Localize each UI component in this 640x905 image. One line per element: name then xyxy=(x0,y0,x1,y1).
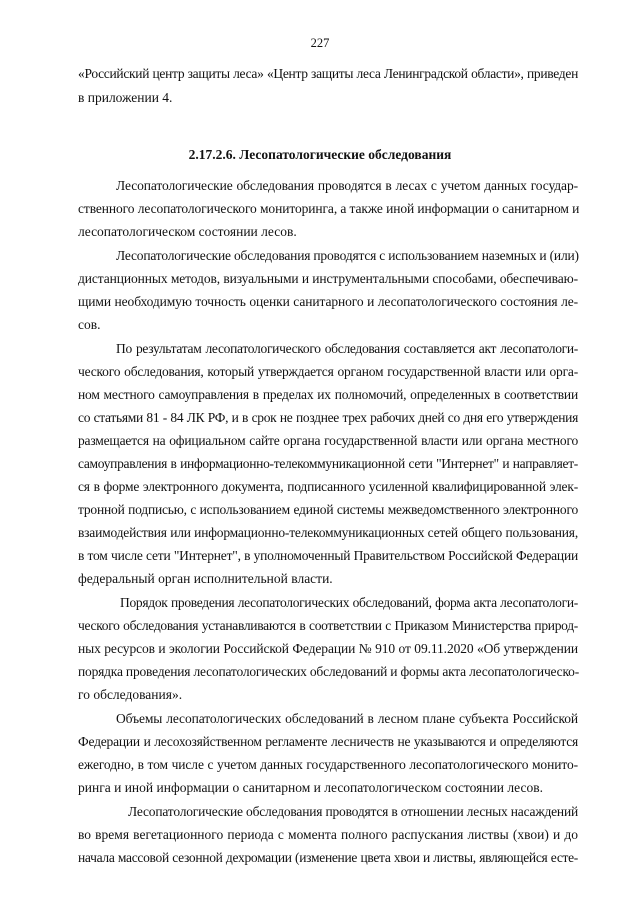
paragraph-1-line-3: лесопатологическом состоянии лесов. xyxy=(78,224,297,239)
paragraph-3-line-11: федеральный орган исполнительной власти. xyxy=(78,571,333,586)
intro-line-1: «Российский центр защиты леса» «Центр защиты леса Ленинградской области», приведен xyxy=(78,66,578,81)
intro-line-2: в приложении 4. xyxy=(78,90,173,105)
paragraph-4-line-1: Порядок проведения лесопатологических обследований, форма акта лесопатологи- xyxy=(120,595,578,610)
section-heading: 2.17.2.6. Лесопатологические обследования xyxy=(188,147,452,162)
paragraph-4-line-5: го обследования». xyxy=(78,687,183,702)
paragraph-4-line-4: порядка проведения лесопатологических обследований и формы акта лесопатологическо- xyxy=(78,664,579,679)
paragraph-4-line-2: ческого обследования устанавливаются в соответствии с Приказом Министерства природ- xyxy=(78,618,578,633)
paragraph-5-line-1: Объемы лесопатологических обследований в лесном плане субъекта Российской xyxy=(116,711,578,726)
paragraph-1-line-2: ственного лесопатологического мониторинга, а также иной информации о санитарном и xyxy=(78,201,580,216)
paragraph-3-line-6: самоуправления в информационно-телекоммуникационной сети "Интернет" и направляет- xyxy=(78,456,578,471)
paragraph-5-line-3: ежегодно, в том числе с учетом данных государственного лесопатологического монито- xyxy=(78,757,578,772)
paragraph-3-line-1: По результатам лесопатологического обследования составляется акт лесопатологи- xyxy=(116,341,578,356)
paragraph-2-line-2: дистанционных методов, визуальными и инструментальными способами, обеспечиваю- xyxy=(78,271,578,286)
paragraph-2-line-1: Лесопатологические обследования проводятся с использованием наземных и (или) xyxy=(116,248,579,263)
paragraph-2-line-3: щими необходимую точность оценки санитарного и лесопатологического состояния ле- xyxy=(78,294,578,309)
page-number: 227 xyxy=(310,36,330,50)
paragraph-3-line-4: со статьями 81 - 84 ЛК РФ, и в срок не позднее трех рабочих дней со дня его утверждения xyxy=(78,410,578,425)
paragraph-5-line-2: Федерации и лесохозяйственном регламенте лесничеств не указываются и определяются xyxy=(78,734,578,749)
paragraph-3-line-10: в том числе сети "Интернет", в уполномоченный Правительством Российской Федерации xyxy=(78,548,578,563)
paragraph-3-line-9: взаимодействия или информационно-телекоммуникационных сетей общего пользования, xyxy=(78,525,578,540)
paragraph-3-line-5: размещается на официальном сайте органа государственной власти или органа местного xyxy=(78,433,578,448)
paragraph-1-line-1: Лесопатологические обследования проводятся в лесах с учетом данных государ- xyxy=(116,178,578,193)
paragraph-3-line-7: ся в форме электронного документа, подписанного усиленной квалифицированной элек- xyxy=(78,479,578,494)
paragraph-6-line-3: начала массовой сезонной дехромации (изменение цвета хвои и листвы, являющейся есте- xyxy=(78,850,578,865)
paragraph-3-line-2: ческого обследования, который утверждается органом государственной власти или орга- xyxy=(78,364,578,379)
paragraph-3-line-8: тронной подписью, с использованием единой системы межведомственного электронного xyxy=(78,502,578,517)
paragraph-3-line-3: ном местного самоуправления в пределах их полномочий, определенных в соответствии xyxy=(78,387,578,402)
paragraph-4-line-3: ных ресурсов и экологии Российской Федерации № 910 от 09.11.2020 «Об утверждении xyxy=(78,641,578,656)
paragraph-6-line-2: во время вегетационного периода с момента полного распускания листвы (хвои) и до xyxy=(78,827,578,842)
paragraph-5-line-4: ринга и иной информации о санитарном и лесопатологическом состоянии лесов. xyxy=(78,780,543,795)
paragraph-2-line-4: сов. xyxy=(78,317,101,332)
paragraph-6-line-1: Лесопатологические обследования проводятся в отношении лесных насаждений xyxy=(128,804,578,819)
